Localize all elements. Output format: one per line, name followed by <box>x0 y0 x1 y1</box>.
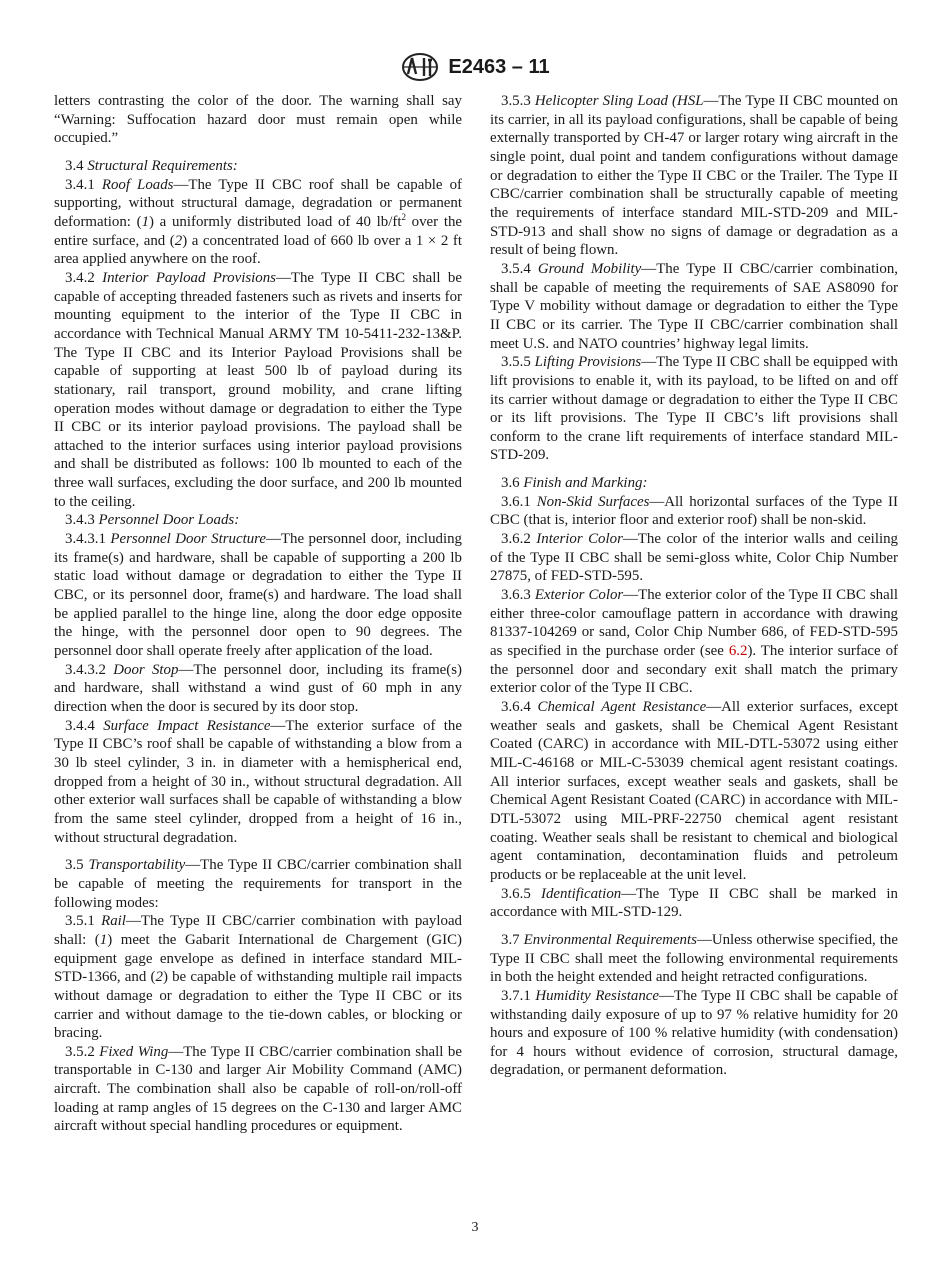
italic-text: Surface Impact Resistance <box>103 717 271 734</box>
text-run: —The Type II CBC/carrier combination shall be capable of meeting the requirements for transport in the following modes: <box>54 857 462 911</box>
text-run: 3.7 <box>501 931 524 948</box>
paragraph <box>490 92 898 260</box>
text-run: 3.6.1 <box>501 493 537 510</box>
text-run: ) be capable of withstanding multiple rail impacts without damage or degradation to either the Type II CBC or its carrier and without damage to the tie-down cables, or blocking or bracing. <box>54 969 463 1042</box>
italic-text: Ground Mobility <box>537 260 642 277</box>
text-run: —The Type II CBC/carrier combination shall be transportable in C-130 and larger Air Mobility Command (AMC) aircraft. The combination shall also be capable of roll-on/roll-off loading at ramp angles of 15 degrees on the C-130 and larger AMC aircraft without special handling procedures or equipment. <box>54 1043 462 1135</box>
italic-text: Roof Loads <box>101 176 174 193</box>
text-run: —The Type II CBC mounted on its carrier, in all its payload configurations, shall be capable of being externally transported by CH-47 or larger rotary wing aircraft in the single point, dual point and tandem configurations without damage or degradation to either the Type II CBC or the Trailer. The Type II CBC/carrier combination shall be structurally capable of meeting the requirements of interface standard MIL-STD-209 and MIL-STD-913 and shall show no signs of damage or degradation as a result of being flown. <box>490 93 898 259</box>
paragraph <box>490 530 898 586</box>
text-run: 3.4.2 <box>65 269 103 286</box>
text-run: —The exterior surface of the Type II CBC’s roof shall be capable of withstanding a blow from a 30 lb steel cylinder, 3 in. in diameter with a hemispherical end, dropped from a height of 30 in., without structural degradation. All other exterior wall surfaces shall be capable of withstanding a blow from the same steel cylinder, dropped from a height of 16 in., without structural degradation. <box>54 717 462 846</box>
text-run: over the entire surface, and ( <box>54 213 463 249</box>
text-run: ) a concentrated load of 660 lb over a 1 × 2 ft area applied anywhere on the roof. <box>54 232 462 268</box>
paragraph <box>54 511 462 530</box>
left-column <box>54 92 462 1136</box>
text-run: 3.4.4 <box>65 717 104 734</box>
text-run: —The Type II CBC shall be capable of withstanding daily exposure of up to 97 % relative humidity for 20 hours and exposure of 100 % relative humidity (with condensation) for 4 hours without evidence of corrosion, structural damage, degradation, or permanent deformation. <box>490 987 898 1079</box>
paragraph <box>490 353 898 465</box>
astm-logo <box>400 52 440 82</box>
text-run: —The Type II CBC shall be equipped with lift provisions to enable it, with its payload, to be lifted on and off its carrier without damage or degradation to either the Type II CBC or its lift provisions. The Type II CBC’s lift provisions shall conform to the crane lift requirements of interface standard MIL-STD-209. <box>490 354 898 464</box>
italic-text: Personnel Door Loads: <box>98 512 240 529</box>
italic-text: Door Stop <box>113 661 179 678</box>
paragraph <box>490 493 898 530</box>
italic-text: Interior Color <box>536 531 623 548</box>
italic-text: Personnel Door Structure <box>110 531 267 548</box>
text-run: 3.6.3 <box>501 587 535 604</box>
text-run: 3.6 <box>501 475 524 492</box>
paragraph <box>54 269 462 512</box>
paragraph <box>490 586 898 698</box>
paragraph <box>490 474 898 493</box>
italic-text: 2 <box>174 232 183 249</box>
text-run: ) meet the Gabarit International de Chargement (GIC) equipment gage envelope as defined in interface standard MIL-STD-1366, and ( <box>54 931 462 986</box>
text-run: ). The interior surface of the personnel door and secondary exit shall match the primary exterior color of the Type II CBC. <box>490 643 898 697</box>
document-designation: E2463 – 11 <box>448 55 550 78</box>
italic-text: Humidity Resistance <box>535 987 659 1004</box>
text-run: —The color of the interior walls and ceiling of the Type II CBC shall be semi-gloss white, Color Chip Number 27875, of FED-STD-595. <box>490 531 898 585</box>
paragraph <box>54 912 462 1043</box>
italic-text: 2 <box>155 969 163 986</box>
text-run: —The Type II CBC/carrier combination with payload shall: ( <box>54 913 462 948</box>
text-run: —The exterior color of the Type II CBC shall either three-color camouflage pattern in accordance with drawing 81337-104269 or sand, Color Chip Number 686, of FED-STD-595 as specified in the purchase order (see <box>490 587 899 660</box>
text-run: —Unless otherwise specified, the Type II CBC shall meet the following environmental requirements in both the height extended and height retracted configurations. <box>490 931 898 986</box>
italic-text: Structural Requirements: <box>87 157 238 174</box>
right-column <box>490 92 898 1080</box>
text-run: 3.5 <box>65 857 89 874</box>
text-run: 3.4 <box>65 157 88 174</box>
italic-text: Finish and Marking: <box>523 475 648 492</box>
italic-text: Helicopter Sling Load (HSL <box>534 93 704 109</box>
italic-text: Interior Payload Provisions <box>102 269 276 286</box>
text-run: —The Type II CBC roof shall be capable of supporting, without structural damage, degradation or permanent deformation: ( <box>54 176 462 230</box>
text-run: —The personnel door, including its frame(s) and hardware, shall be capable of supporting a 200 lb static load without damage or degradation to either the Type II CBC, or its personnel door, frame(s) and hardware. The load shall be applied parallel to the hinge line, along the door edge opposite the hinge, with the personnel door open to 90 degrees. The personnel door shall operate freely after application of the load. <box>54 531 462 660</box>
text-run: 3.5.5 <box>501 354 535 371</box>
page-header <box>0 52 950 82</box>
italic-text: Transportability <box>88 857 186 874</box>
italic-text: Identification <box>540 885 622 902</box>
italic-text: Lifting Provisions <box>534 354 642 371</box>
text-run: 3.5.4 <box>501 260 538 277</box>
text-run: 3.4.3.1 <box>65 531 111 548</box>
italic-text: Non-Skid Surfaces <box>536 493 650 510</box>
text-run: —All horizontal surfaces of the Type II CBC (that is, interior floor and exterior roof) shall be non-skid. <box>490 493 898 529</box>
paragraph <box>490 698 898 885</box>
text-run: 3.5.2 <box>65 1043 100 1060</box>
text-run: 3.4.1 <box>65 176 102 193</box>
italic-text: Fixed Wing <box>99 1043 169 1060</box>
paragraph <box>490 260 898 353</box>
italic-text: 1 <box>141 213 150 230</box>
text-run: letters contrasting the color of the door. The warning shall say “Warning: Suffocation hazard door must remain open while occupied.” <box>54 93 462 147</box>
paragraph <box>54 92 462 148</box>
text-run: ) a uniformly distributed load of 40 lb/ft <box>149 213 402 230</box>
text-run: —All exterior surfaces, except weather seals and gaskets, shall be Chemical Agent Resistant Coated (CARC) in accordance with MIL-DTL-53072 using either MIL-C-46168 or MIL-C-53039 chemical agent resistant coatings. All interior surfaces, except weather seals and gaskets, shall be Chemical Agent Resistant Coated (CARC) in accordance with MIL-DTL-53072 using MIL-PRF-22750 chemical agent resistant coating. Weather seals shall be resistant to chemical and biological agent contamination, decontamination fluids and petroleum products or be replaceable at the unit level. <box>490 699 899 883</box>
paragraph <box>54 717 462 848</box>
text-run: 3.5.1 <box>65 913 102 930</box>
paragraph <box>54 1043 462 1136</box>
text-run: 3.5.3 <box>501 93 535 109</box>
paragraph <box>490 885 898 922</box>
text-run: 3.6.4 <box>501 699 538 715</box>
italic-text: 1 <box>99 931 108 948</box>
italic-text: Environmental Requirements <box>523 931 697 948</box>
paragraph <box>490 987 898 1080</box>
paragraph <box>54 530 462 661</box>
italic-text: Rail <box>101 913 126 930</box>
italic-text: Exterior Color <box>534 587 624 604</box>
text-run: 3.4.3 <box>65 512 99 529</box>
paragraph <box>54 661 462 717</box>
text-run: —The Type II CBC shall be marked in accordance with MIL-STD-129. <box>490 885 898 921</box>
text-run: 3.6.2 <box>501 531 537 548</box>
section-link[interactable]: 6.2 <box>728 643 748 660</box>
text-run: —The Type II CBC/carrier combination, shall be capable of meeting the requirements of SAE AS8090 for Type V mobility without damage or degradation to either the Type II CBC or its carrier. The Type II CBC/carrier combination shall meet U.S. and NATO countries’ highway legal limits. <box>490 260 899 352</box>
text-run: 3.7.1 <box>501 987 536 1004</box>
text-run: —The Type II CBC shall be capable of accepting threaded fasteners such as rivets and inserts for mounting equipment to the interior of the Type II CBC in accordance with Technical Manual ARMY TM 10-5411-232-13&P. The Type II CBC and its Interior Payload Provisions shall be capable of supporting at least 500 lb of payload during its stationary, rail transport, ground mobility, and crane lifting operation modes without damage or degradation to either the Type II CBC or its interior payload provisions. The payload shall be attached to the interior surfaces using interior payload provisions and shall be distributed as follows: 100 lb mounted to each of the three wall surfaces, excluding the door surface, and 200 lb mounted to the ceiling. <box>54 269 462 510</box>
text-run: 2 <box>401 211 406 222</box>
text-run: 3.4.3.2 <box>65 661 114 678</box>
italic-text: Chemical Agent Resistance <box>537 699 707 715</box>
page-number: 3 <box>471 1220 479 1235</box>
paragraph <box>54 856 462 912</box>
paragraph <box>54 157 462 176</box>
paragraph <box>54 176 462 269</box>
text-run: 3.6.5 <box>501 885 541 902</box>
text-run: —The personnel door, including its frame(s) and hardware, shall withstand a wind gust of 60 mph in any direction when the door is secured by its door stop. <box>54 661 462 715</box>
paragraph <box>490 931 898 987</box>
